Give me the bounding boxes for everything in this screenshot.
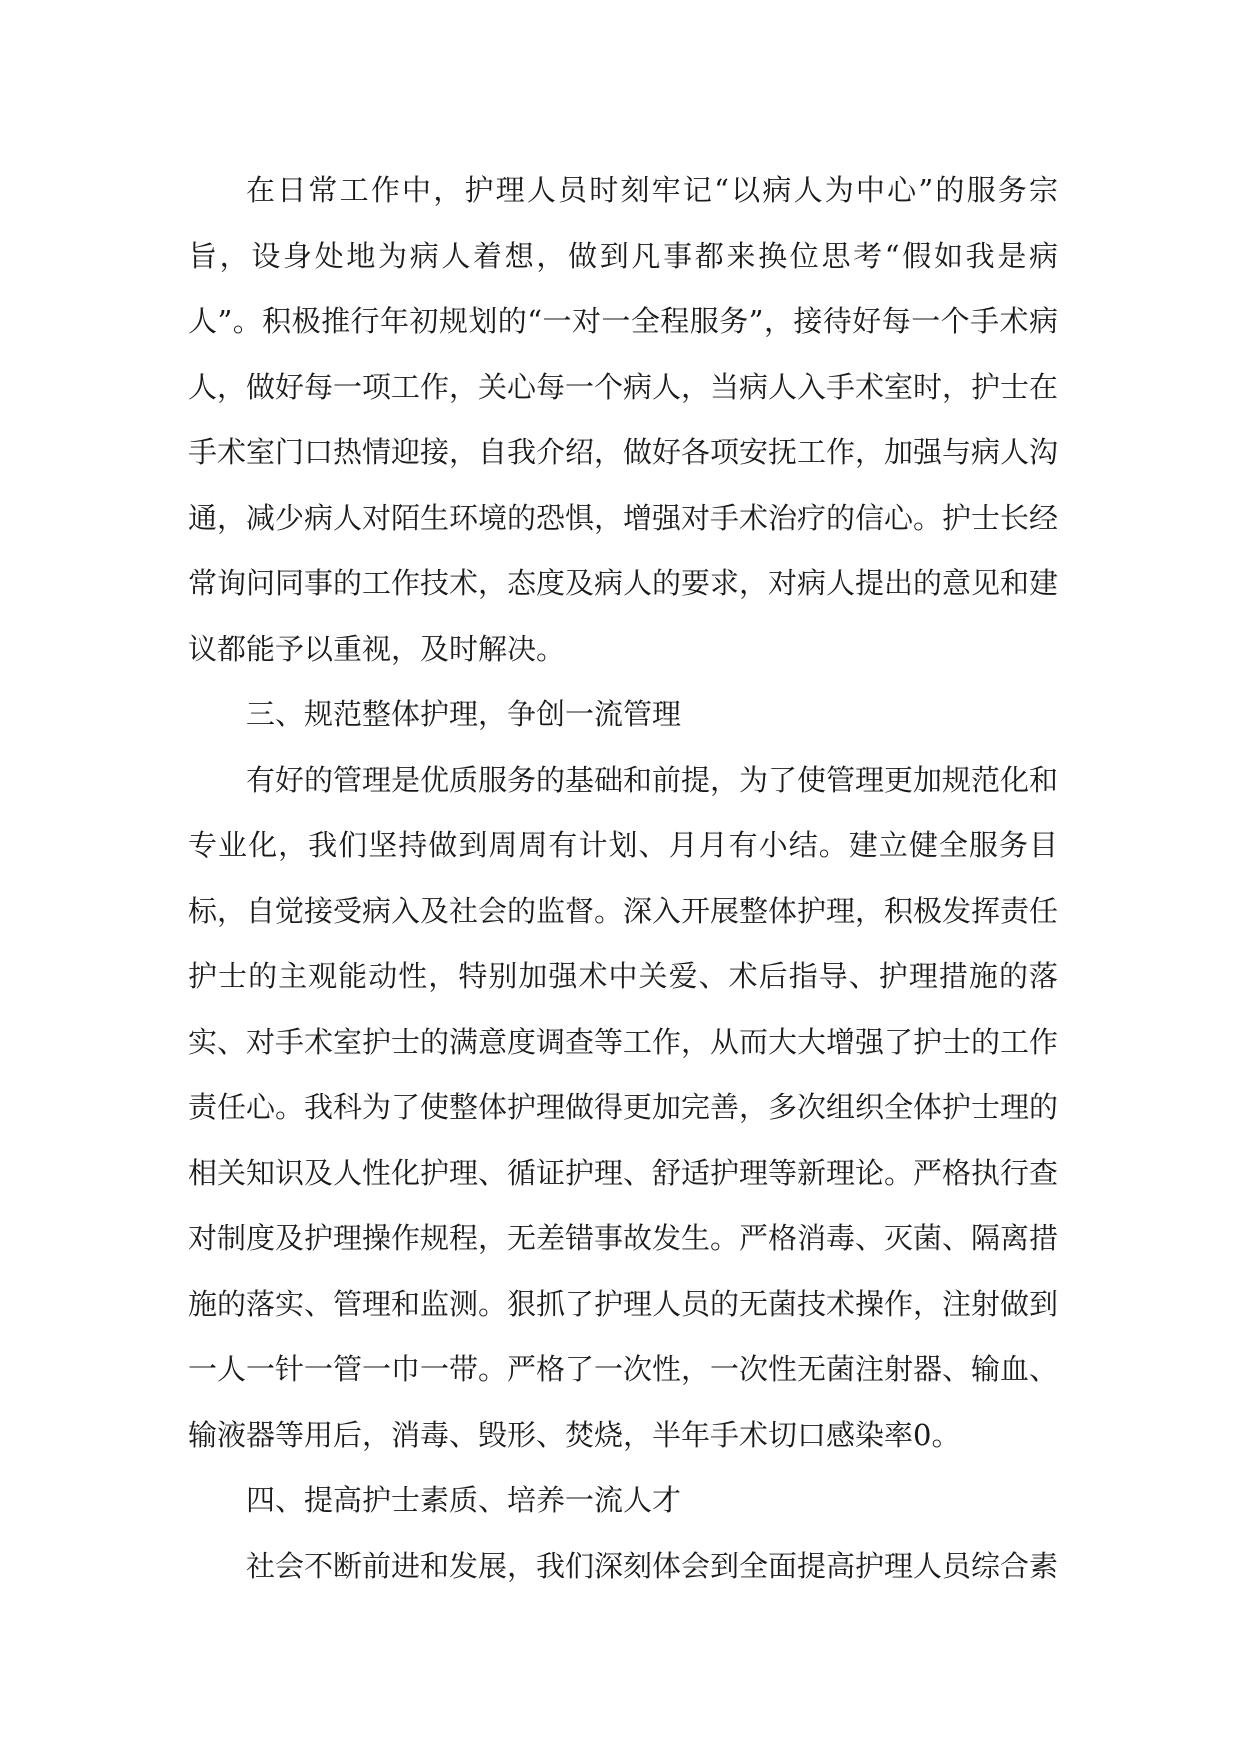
paragraph-management: 有好的管理是优质服务的基础和前提，为了使管理更加规范化和专业化，我们坚持做到周周有计划、月月有小结。建立健全服务目标，自觉接受病入及社会的监督。深入开展整体护理，积极发挥责任护士的主观能动性，特别加强术中关爱、术后指导、护理措施的落实、对手术室护士的满意度调查等工作，从而大大增强了护士的工作责任心。我科为了使整体护理做得更加完善，多次组织全体护士理的相关知识及人性化护理、循证护理、舒适护理等新理论。严格执行查对制度及护理操作规程，无差错事故发生。严格消毒、灭菌、隔离措施的落实、管理和监测。狠抓了护理人员的无菌技术操作，注射做到一人一针一管一巾一带。严格了一次性，一次性无菌注射器、输血、输液器等用后，消毒、毁形、焚烧，半年手术切口感染率0。 — [188, 762, 1059, 1452]
document-body — [188, 158, 1058, 1599]
paragraph-nurse-quality: 社会不断前进和发展，我们深刻体会到全面提高护理人员综合素 — [246, 1548, 1059, 1583]
section-heading-4: 四、提高护士素质、培养一流人才 — [246, 1483, 682, 1517]
paragraph-service-principle: 在日常工作中，护理人员时刻牢记“以病人为中心”的服务宗旨，设身处地为病人着想，做到凡事都来换位思考“假如我是病人”。积极推行年初规划的“一对一全程服务”，接待好每一个手术病人，做好每一项工作，关心每一个病人，当病人入手术室时，护士在手术室门口热情迎接，自我介绍，做好各项安抚工作，加强与病人沟通，减少病人对陌生环境的恐惧，增强对手术治疗的信心。护士长经常询问同事的工作技术，态度及病人的要求，对病人提出的意见和建议都能予以重视，及时解决。 — [188, 173, 1059, 666]
section-heading-3: 三、规范整体护理，争创一流管理 — [246, 697, 682, 731]
